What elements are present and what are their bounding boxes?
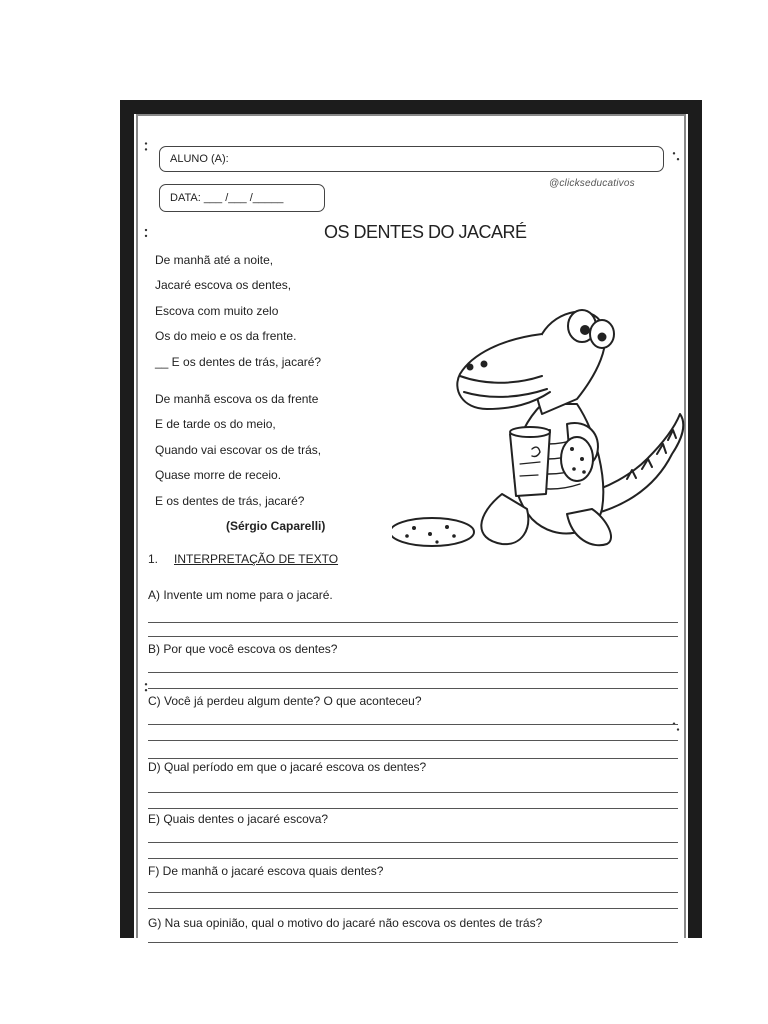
student-name-field[interactable] — [159, 146, 664, 172]
answer-line-d1[interactable] — [148, 792, 678, 793]
question-c: C) Você já perdeu algum dente? O que aconteceu? — [148, 694, 422, 708]
question-f: F) De manhã o jacaré escova quais dentes? — [148, 864, 384, 878]
answer-line-f2[interactable] — [148, 908, 678, 909]
poem-line: De manhã até a noite, — [155, 253, 274, 267]
author-handle: @clickseducativos — [549, 178, 635, 189]
answer-line-d2[interactable] — [148, 808, 678, 809]
poem — [155, 248, 321, 514]
answer-line-e2[interactable] — [148, 858, 678, 859]
question-b: B) Por que você escova os dentes? — [148, 642, 338, 656]
section-title-text: INTERPRETAÇÃO DE TEXTO — [174, 552, 339, 566]
poem-line: Quase morre de receio. — [155, 468, 282, 483]
poem-author: (Sérgio Caparelli) — [226, 519, 326, 533]
poem-line: Quando vai escovar os de trás, — [155, 442, 322, 457]
answer-line-c3[interactable] — [148, 758, 678, 759]
poem-line: Jacaré escova os dentes, — [155, 278, 292, 293]
question-d: D) Qual período em que o jacaré escova os dentes? — [148, 760, 427, 774]
poem-line: __ E os dentes de trás, jacaré? — [155, 354, 322, 369]
poem-line: E de tarde os do meio, — [155, 417, 276, 432]
question-g: G) Na sua opinião, qual o motivo do jacaré não escova os dentes de trás? — [148, 916, 543, 930]
poem-line: Escova com muito zelo — [155, 303, 279, 318]
answer-line-c1[interactable] — [148, 724, 678, 725]
section-title — [148, 552, 338, 566]
poem-line: E os dentes de trás, jacaré? — [155, 493, 305, 508]
poem-line: De manhã escova os da frente — [155, 392, 319, 407]
answer-line-a1[interactable] — [148, 622, 678, 623]
worksheet-page — [120, 100, 702, 938]
section-number: 1. — [148, 552, 159, 566]
student-name-label: ALUNO (A): — [170, 153, 229, 165]
answer-line-a2[interactable] — [148, 636, 678, 637]
page-title: OS DENTES DO JACARÉ — [324, 222, 527, 242]
date-field[interactable] — [159, 184, 325, 212]
question-e: E) Quais dentes o jacaré escova? — [148, 812, 329, 826]
answer-line-f1[interactable] — [148, 892, 678, 893]
answer-line-g1[interactable] — [148, 942, 678, 943]
answer-line-b1[interactable] — [148, 672, 678, 673]
crocodile-brushing-teeth-icon — [392, 264, 692, 564]
poem-line: Os do meio e os da frente. — [155, 329, 297, 344]
answer-line-b2[interactable] — [148, 688, 678, 689]
answer-line-e1[interactable] — [148, 842, 678, 843]
question-a: A) Invente um nome para o jacaré. — [148, 588, 333, 602]
date-label: DATA: ___ /___ /_____ — [170, 192, 284, 204]
answer-line-c2[interactable] — [148, 740, 678, 741]
